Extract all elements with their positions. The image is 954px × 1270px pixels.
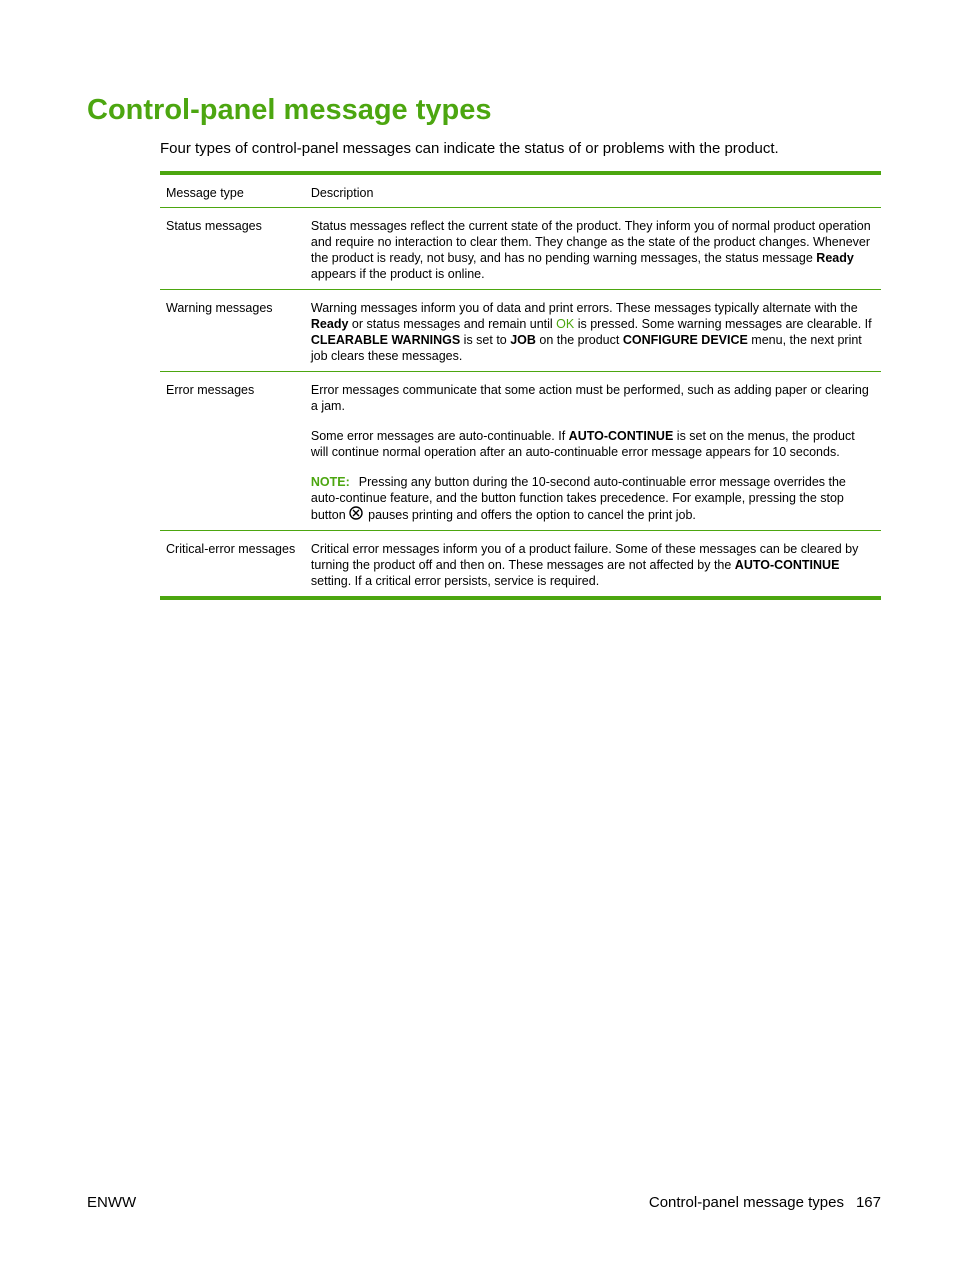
- keyword-ready: Ready: [310, 317, 349, 331]
- keyword-configure-device: CONFIGURE DEVICE: [622, 333, 748, 347]
- row-desc-critical: [305, 531, 881, 599]
- note-paragraph: [311, 474, 875, 523]
- header-description: Description: [310, 186, 374, 200]
- page-number: 167: [855, 1194, 881, 1211]
- row-type-error: Error messages: [166, 383, 255, 397]
- desc-text: appears if the product is online.: [310, 267, 485, 281]
- note-text: pauses printing and offers the option to cancel the print job.: [368, 508, 696, 522]
- row-desc-status: [305, 208, 881, 290]
- stop-icon: [349, 506, 363, 520]
- table-header-row: [160, 173, 881, 208]
- ok-button-label: OK: [556, 317, 575, 331]
- keyword-clearable-warnings: CLEARABLE WARNINGS: [310, 333, 461, 347]
- desc-text: Warning messages inform you of data and print errors. These messages typically alternate with the: [310, 301, 858, 315]
- message-types-table: [160, 171, 881, 600]
- keyword-auto-continue: AUTO-CONTINUE: [568, 429, 674, 443]
- footer-right: [649, 1193, 881, 1212]
- table-row: [160, 290, 881, 372]
- header-message-type: Message type: [166, 186, 244, 200]
- keyword-job: JOB: [510, 333, 536, 347]
- keyword-ready: Ready: [816, 251, 854, 265]
- desc-text: is set on the menus, the product will continue normal operation after an auto-continuable error message appears for 10 seconds.: [310, 429, 855, 459]
- footer-section: Control-panel message types: [648, 1194, 844, 1211]
- note-text: Pressing any button during the 10-second auto-continuable error message overrides the auto-continue feature, and the button function takes precedence. For example, pressing the stop button: [310, 475, 846, 522]
- row-type-warning: Warning messages: [166, 301, 273, 315]
- desc-text: or status messages and remain until: [348, 317, 557, 331]
- page-title: Control-panel message types: [87, 94, 492, 126]
- footer-locale: ENWW: [87, 1194, 137, 1211]
- table-row: [160, 208, 881, 290]
- error-paragraph-1: Error messages communicate that some action must be performed, such as adding paper or clearing a jam.: [310, 383, 869, 413]
- error-paragraph-2: [311, 428, 875, 460]
- desc-text: is pressed. Some warning messages are clearable. If: [574, 317, 872, 331]
- keyword-auto-continue: AUTO-CONTINUE: [734, 558, 840, 572]
- row-type-status: Status messages: [166, 219, 262, 233]
- table-row: [160, 372, 881, 531]
- table-row: [160, 531, 881, 599]
- desc-text: Some error messages are auto-continuable. If: [310, 429, 569, 443]
- row-desc-warning: [305, 290, 881, 372]
- desc-text: is set to: [460, 333, 511, 347]
- desc-text: Status messages reflect the current state of the product. They inform you of normal product operation and require no interaction to clear them. They change as the state of the product changes. Whenever the product is ready, not busy, and has no pending warning messages, the status message: [310, 219, 871, 265]
- row-type-critical: Critical-error messages: [166, 542, 296, 556]
- intro-paragraph: Four types of control-panel messages can indicate the status of or problems with the product.: [160, 140, 779, 157]
- desc-text: menu, the next print job clears these messages.: [310, 333, 862, 363]
- desc-text: on the product: [535, 333, 623, 347]
- note-label: NOTE:: [310, 475, 350, 489]
- row-desc-error: [305, 372, 881, 531]
- desc-text: setting. If a critical error persists, service is required.: [310, 574, 600, 588]
- desc-text: Critical error messages inform you of a product failure. Some of these messages can be cleared by turning the product off and then on. These messages are not affected by the: [310, 542, 859, 572]
